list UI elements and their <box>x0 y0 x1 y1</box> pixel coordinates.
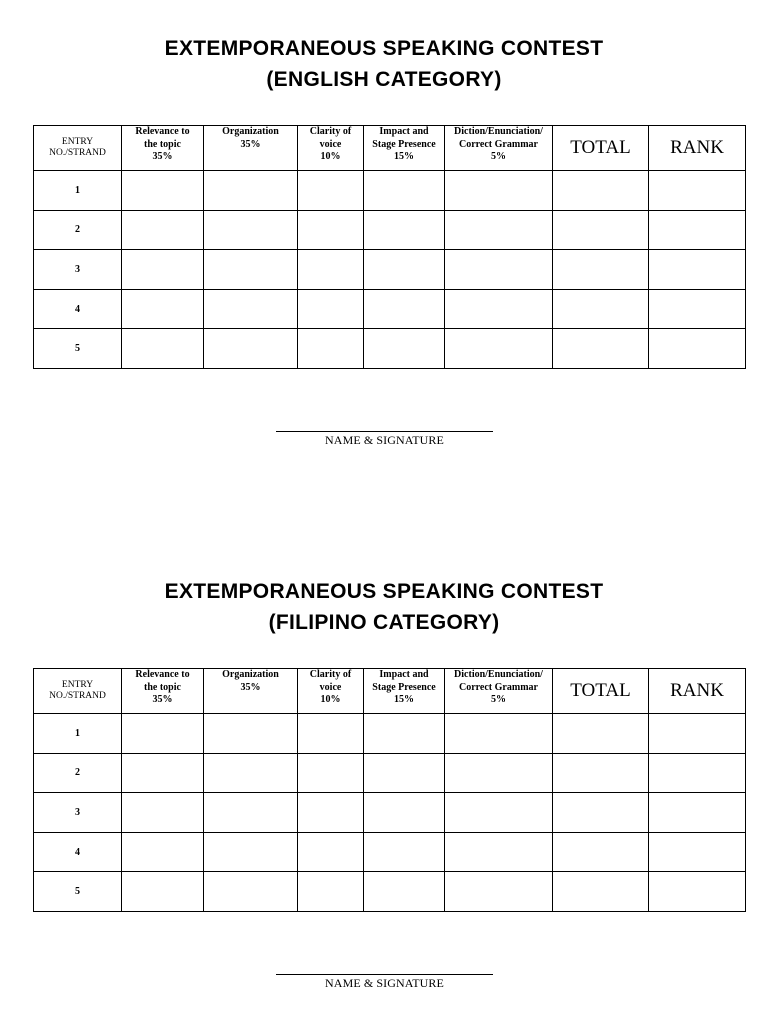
score-cell[interactable] <box>204 250 298 290</box>
score-table-english <box>33 125 746 369</box>
score-cell[interactable] <box>122 753 204 793</box>
score-cell[interactable] <box>364 329 445 369</box>
score-cell[interactable] <box>445 714 553 754</box>
header-entry: ENTRY NO./STRAND <box>34 669 122 714</box>
score-cell[interactable] <box>204 832 298 872</box>
score-cell[interactable] <box>122 329 204 369</box>
total-cell[interactable] <box>553 872 649 912</box>
total-cell[interactable] <box>553 171 649 211</box>
section-title-english <box>0 33 768 95</box>
header-row <box>34 126 746 171</box>
header-diction: Diction/Enunciation/ Correct Grammar 5% <box>445 669 553 714</box>
header-diction: Diction/Enunciation/ Correct Grammar 5% <box>445 126 553 171</box>
table-row <box>34 289 746 329</box>
score-cell[interactable] <box>364 832 445 872</box>
total-cell[interactable] <box>553 714 649 754</box>
score-cell[interactable] <box>298 714 364 754</box>
score-cell[interactable] <box>445 793 553 833</box>
table-row <box>34 171 746 211</box>
score-cell[interactable] <box>364 250 445 290</box>
score-cell[interactable] <box>364 171 445 211</box>
score-cell[interactable] <box>204 289 298 329</box>
score-cell[interactable] <box>122 250 204 290</box>
signature-line-english[interactable]: NAME & SIGNATURE <box>276 431 493 448</box>
header-impact: Impact and Stage Presence 15% <box>364 126 445 171</box>
score-cell[interactable] <box>445 329 553 369</box>
title-line-1: EXTEMPORANEOUS SPEAKING CONTEST <box>164 580 604 603</box>
entry-number: 3 <box>34 793 122 833</box>
title-line-2: (FILIPINO CATEGORY) <box>268 611 500 634</box>
total-cell[interactable] <box>553 289 649 329</box>
score-cell[interactable] <box>122 793 204 833</box>
total-cell[interactable] <box>553 793 649 833</box>
score-cell[interactable] <box>445 171 553 211</box>
score-cell[interactable] <box>298 289 364 329</box>
entry-number: 1 <box>34 171 122 211</box>
rank-cell[interactable] <box>649 250 746 290</box>
score-cell[interactable] <box>445 832 553 872</box>
rank-cell[interactable] <box>649 289 746 329</box>
table-row <box>34 832 746 872</box>
table-row <box>34 714 746 754</box>
score-cell[interactable] <box>122 872 204 912</box>
entry-number: 3 <box>34 250 122 290</box>
score-cell[interactable] <box>122 714 204 754</box>
score-cell[interactable] <box>298 329 364 369</box>
entry-number: 5 <box>34 329 122 369</box>
rank-cell[interactable] <box>649 171 746 211</box>
title-line-1: EXTEMPORANEOUS SPEAKING CONTEST <box>164 37 604 60</box>
score-cell[interactable] <box>298 250 364 290</box>
rank-cell[interactable] <box>649 753 746 793</box>
score-cell[interactable] <box>122 289 204 329</box>
header-relevance: Relevance to the topic 35% <box>122 126 204 171</box>
rank-cell[interactable] <box>649 210 746 250</box>
header-row <box>34 669 746 714</box>
header-total: TOTAL <box>553 126 649 171</box>
total-cell[interactable] <box>553 329 649 369</box>
score-cell[interactable] <box>364 289 445 329</box>
header-rank: RANK <box>649 126 746 171</box>
total-cell[interactable] <box>553 753 649 793</box>
header-organization: Organization 35% <box>204 126 298 171</box>
entry-number: 4 <box>34 832 122 872</box>
header-relevance: Relevance to the topic 35% <box>122 669 204 714</box>
header-rank: RANK <box>649 669 746 714</box>
score-cell[interactable] <box>298 872 364 912</box>
score-cell[interactable] <box>445 250 553 290</box>
total-cell[interactable] <box>553 832 649 872</box>
score-cell[interactable] <box>204 714 298 754</box>
score-cell[interactable] <box>364 793 445 833</box>
score-cell[interactable] <box>445 753 553 793</box>
header-clarity: Clarity of voice 10% <box>298 669 364 714</box>
score-cell[interactable] <box>122 171 204 211</box>
score-cell[interactable] <box>298 793 364 833</box>
score-cell[interactable] <box>298 171 364 211</box>
score-cell[interactable] <box>204 210 298 250</box>
entry-number: 1 <box>34 714 122 754</box>
title-line-2: (ENGLISH CATEGORY) <box>266 68 502 91</box>
score-cell[interactable] <box>204 171 298 211</box>
score-cell[interactable] <box>204 753 298 793</box>
header-total: TOTAL <box>553 669 649 714</box>
score-cell[interactable] <box>122 210 204 250</box>
table-row <box>34 250 746 290</box>
signature-line-filipino[interactable]: NAME & SIGNATURE <box>276 974 493 991</box>
entry-number: 4 <box>34 289 122 329</box>
table-row <box>34 329 746 369</box>
score-cell[interactable] <box>445 872 553 912</box>
score-cell[interactable] <box>298 210 364 250</box>
score-cell[interactable] <box>204 329 298 369</box>
score-cell[interactable] <box>204 872 298 912</box>
entry-number: 2 <box>34 210 122 250</box>
score-cell[interactable] <box>298 832 364 872</box>
score-cell[interactable] <box>364 210 445 250</box>
header-entry: ENTRY NO./STRAND <box>34 126 122 171</box>
section-title-filipino <box>0 576 768 638</box>
entry-number: 2 <box>34 753 122 793</box>
rank-cell[interactable] <box>649 832 746 872</box>
score-cell[interactable] <box>364 872 445 912</box>
rank-cell[interactable] <box>649 793 746 833</box>
header-impact: Impact and Stage Presence 15% <box>364 669 445 714</box>
total-cell[interactable] <box>553 250 649 290</box>
table-row <box>34 872 746 912</box>
score-table-filipino <box>33 668 746 912</box>
score-cell[interactable] <box>445 289 553 329</box>
table-row <box>34 753 746 793</box>
score-cell[interactable] <box>445 210 553 250</box>
table-row <box>34 210 746 250</box>
rank-cell[interactable] <box>649 714 746 754</box>
total-cell[interactable] <box>553 210 649 250</box>
rank-cell[interactable] <box>649 872 746 912</box>
header-clarity: Clarity of voice 10% <box>298 126 364 171</box>
entry-number: 5 <box>34 872 122 912</box>
score-cell[interactable] <box>122 832 204 872</box>
table-row <box>34 793 746 833</box>
score-cell[interactable] <box>364 714 445 754</box>
score-cell[interactable] <box>298 753 364 793</box>
score-cell[interactable] <box>204 793 298 833</box>
rank-cell[interactable] <box>649 329 746 369</box>
header-organization: Organization 35% <box>204 669 298 714</box>
score-cell[interactable] <box>364 753 445 793</box>
